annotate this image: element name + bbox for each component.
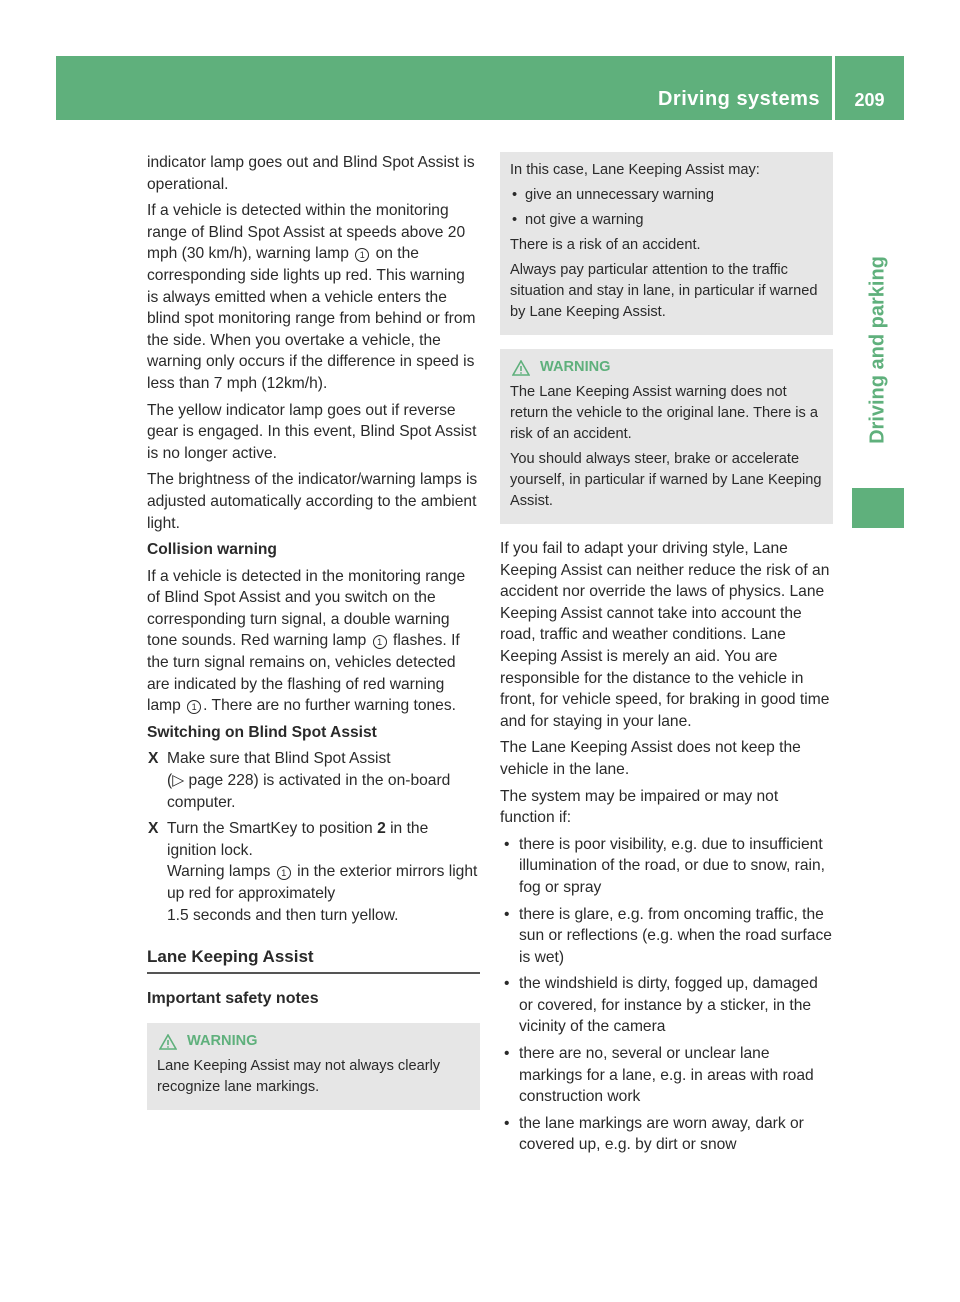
step-item [147, 748, 480, 813]
text: If a vehicle is detected within the monitoring range of Blind Spot Assist at speeds above 20 mph (30 km/h), warning lamp [147, 202, 466, 263]
list-item [510, 185, 823, 206]
list-item [510, 210, 823, 231]
heading-collision-warning: Collision warning [147, 541, 277, 559]
paragraph: If you fail to adapt your driving style, Lane Keeping Assist can neither reduce the risk of an accident nor override the laws of physics. Lane Keeping Assist cannot take into account the road, traffic and weather conditions. Lane Keeping Assist is merely an aid. You are responsible for the distance to the vehicle in front, for vehicle speed, for braking in good time and for staying in your lane. [500, 540, 830, 730]
text: Turn the SmartKey to position [167, 820, 373, 838]
text: Warning lamps [167, 863, 271, 881]
side-tab-label: Driving and parking [866, 256, 889, 444]
text: the lane markings are worn away, dark or covered up, e.g. by dirt or snow [519, 1114, 804, 1154]
heading-switching-on: Switching on Blind Spot Assist [147, 723, 377, 741]
warning-text: The Lane Keeping Assist warning does not return the vehicle to the original lane. There is a risk of an accident. [510, 384, 819, 442]
heading-lane-keeping-assist: Lane Keeping Assist [147, 946, 480, 974]
section-title: Driving systems [657, 88, 820, 110]
text: Make sure that Blind Spot Assist [167, 750, 391, 768]
bullet-icon: • [504, 975, 510, 993]
warning-title: WARNING [187, 1033, 258, 1050]
warning-triangle-icon [159, 1034, 177, 1050]
right-column [500, 152, 833, 1161]
paragraph [147, 200, 480, 394]
list-item [500, 1043, 833, 1108]
paragraph: Always pay particular attention to the traffic situation and stay in lane, in particular if warned by Lane Keeping Assist. [510, 262, 818, 320]
paragraph: The Lane Keeping Assist does not keep the vehicle in the lane. [500, 739, 801, 778]
text: If a vehicle is detected in the monitoring range of Blind Spot Assist and you switch on the corresponding turn signal, a double warning tone sounds. Red warning lamp [147, 567, 466, 650]
list-item [500, 1113, 833, 1156]
text: in the ignition lock. [167, 820, 429, 859]
step-arrow-icon: X [148, 820, 159, 838]
paragraph: The brightness of the indicator/warning lamps is adjusted automatically according to the ambient light. [147, 471, 478, 532]
bullet-icon: • [504, 1114, 510, 1132]
lamp-1-icon: 1 [373, 635, 387, 649]
bullet-icon: • [504, 835, 510, 853]
warning-text: You should always steer, brake or accelerate yourself, in particular if warned by Lane Keeping Assist. [510, 451, 822, 509]
list-item [500, 973, 833, 1038]
text: . There are no further warning tones. [203, 697, 456, 715]
side-tab-marker [852, 488, 904, 528]
list-item [500, 904, 833, 969]
warning-header [157, 1031, 470, 1052]
lamp-1-icon: 1 [277, 866, 291, 880]
text: flashes. If the turn signal remains on, vehicles detected are indicated by the flashing of red warning lamp [147, 632, 460, 715]
list-item [500, 834, 833, 899]
bullet-icon: • [512, 187, 518, 203]
continued-warning-box [500, 152, 833, 335]
step-item [147, 818, 480, 926]
warning-header [510, 357, 823, 378]
left-column [147, 152, 480, 1124]
lamp-1-icon: 1 [355, 248, 369, 262]
warning-text: Lane Keeping Assist may not always clearly recognize lane markings. [157, 1058, 441, 1096]
paragraph: The system may be impaired or may not function if: [500, 787, 779, 827]
text: give an unnecessary warning [525, 187, 715, 203]
heading-safety-notes: Important safety notes [147, 989, 319, 1007]
position-value: 2 [377, 820, 386, 838]
text: there are no, several or unclear lane markings for a lane, e.g. in areas with road construction work [519, 1045, 814, 1106]
paragraph: In this case, Lane Keeping Assist may: [510, 162, 760, 178]
warning-triangle-icon [512, 360, 530, 376]
page-reference: (▷ page 228) is activated in the on-board computer. [167, 772, 451, 811]
paragraph [147, 566, 480, 717]
bullet-icon: • [504, 905, 510, 923]
text: on the corresponding side lights up red. This warning is always emitted when a vehicle enters the blind spot monitoring range from behind or from the side. When you overtake a vehicle, the warning only occurs if the difference in speed is less than 7 mph (12km/h). [147, 245, 476, 392]
text: in the exterior mirrors light up red for approximately [167, 863, 478, 902]
step-arrow-icon: X [148, 750, 159, 768]
text: not give a warning [525, 212, 644, 228]
paragraph: The yellow indicator lamp goes out if reverse gear is engaged. In this event, Blind Spot Assist is no longer active. [147, 401, 477, 462]
page-number: 209 [854, 90, 885, 110]
bullet-icon: • [512, 212, 518, 228]
text: there is glare, e.g. from oncoming traffic, the sun or reflections (e.g. when the road surface is wet) [519, 905, 832, 966]
warning-box [500, 349, 833, 524]
text: there is poor visibility, e.g. due to insufficient illumination of the road, or due to snow, rain, fog or spray [519, 835, 825, 896]
warning-title: WARNING [540, 359, 611, 375]
text: 1.5 seconds and then turn yellow. [167, 906, 399, 924]
lamp-1-icon: 1 [187, 700, 201, 714]
paragraph: There is a risk of an accident. [510, 237, 701, 253]
text: the windshield is dirty, fogged up, damaged or covered, for instance by a sticker, in the vicinity of the camera [519, 975, 818, 1036]
warning-box [147, 1023, 480, 1110]
paragraph: indicator lamp goes out and Blind Spot Assist is operational. [147, 154, 475, 193]
bullet-icon: • [504, 1045, 510, 1063]
